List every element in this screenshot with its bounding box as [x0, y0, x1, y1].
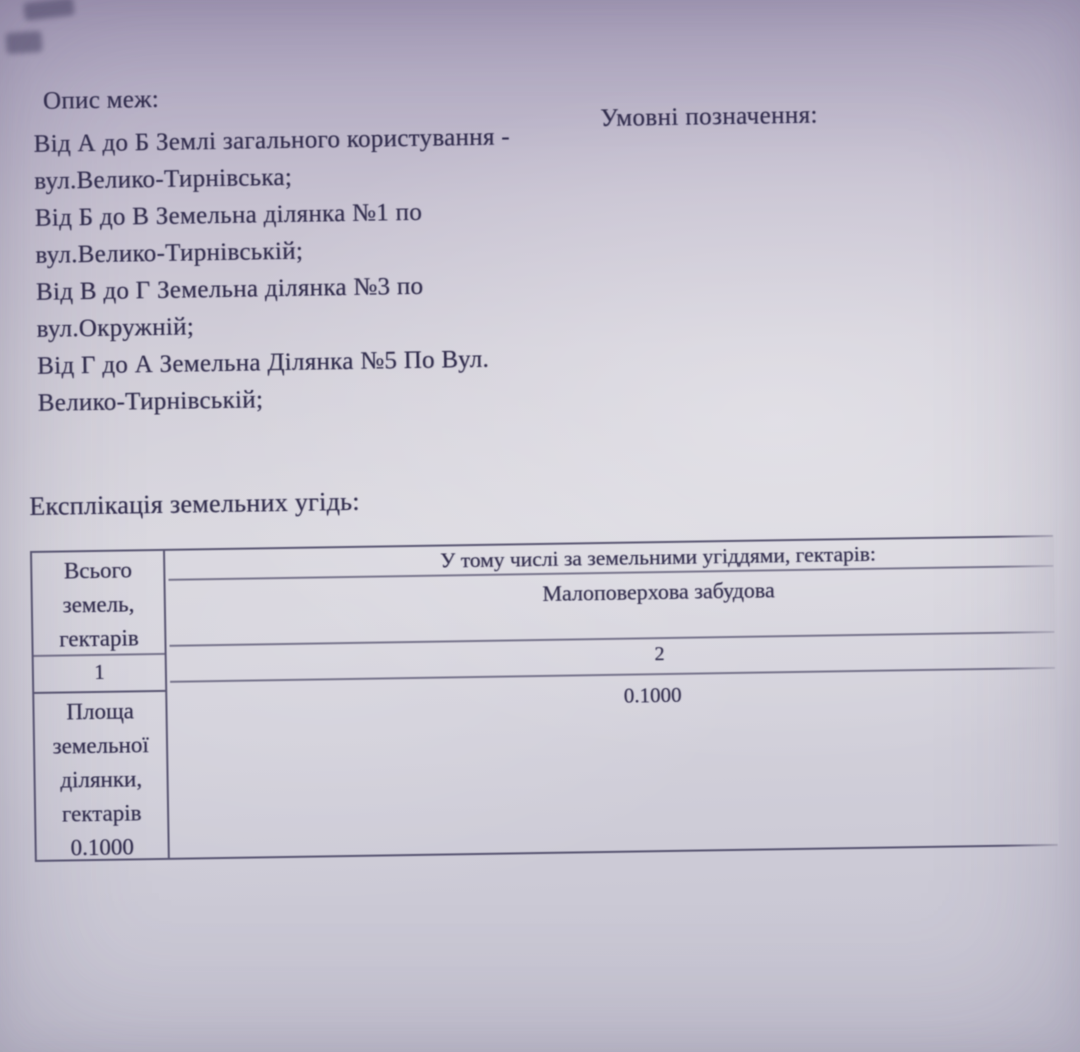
- header-line: Всього: [63, 557, 132, 584]
- usage-area-value-cell: 0.1000: [623, 682, 682, 708]
- cell-line: 0.1000: [70, 834, 134, 861]
- explication-heading: Експлікація земельних угідь:: [29, 486, 360, 522]
- cell-line: ділянки,: [60, 766, 143, 793]
- legend-heading: Умовні позначення:: [600, 101, 818, 132]
- explication-table: [30, 535, 1058, 862]
- header-line: гектарів: [58, 625, 139, 652]
- boundaries-heading: Опис меж:: [42, 85, 160, 115]
- boundary-line: вул.Окружній;: [36, 313, 195, 343]
- boundary-description: [33, 118, 514, 421]
- header-line: земель,: [62, 591, 135, 618]
- boundary-line: вул.Велико-Тирнівська;: [33, 163, 293, 195]
- boundary-line: Від А до Б Землі загального користування -: [33, 123, 510, 158]
- land-usage-column: [168, 537, 1058, 858]
- cell-line: гектарів: [61, 800, 142, 827]
- boundary-line: Велико-Тирнівській;: [37, 386, 264, 417]
- total-lands-header: [32, 551, 165, 657]
- boundary-line: Від Г до А Земельна Ділянка №5 По Вул.: [36, 345, 490, 380]
- parcel-area-cell: [34, 692, 168, 861]
- boundary-line: Від В до Г Земельна ділянка №3 по: [35, 272, 424, 306]
- usage-column-subheader: Малоповерхова забудова: [168, 567, 1054, 647]
- usage-column-number-cell: 2: [169, 633, 1055, 683]
- cell-line: земельної: [52, 732, 149, 759]
- total-lands-column: [32, 551, 170, 860]
- boundary-line: вул.Велико-Тирнівській;: [35, 237, 304, 269]
- cell-line: Площа: [66, 698, 134, 725]
- usage-column-header: У тому числі за земельними угіддями, гектарів:: [168, 537, 1054, 581]
- total-column-number-cell: 1: [34, 655, 166, 694]
- boundary-line: Від Б до В Земельна ділянка №1 по: [34, 198, 423, 232]
